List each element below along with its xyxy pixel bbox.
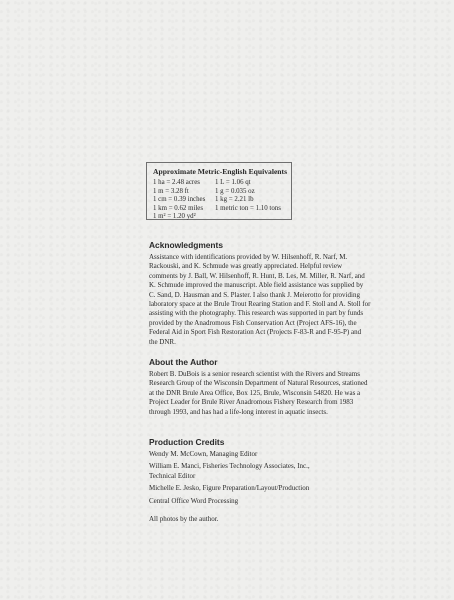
credit-tech-editor-line1: William E. Manci, Fisheries Technology Associates, Inc., <box>149 462 310 471</box>
credits-section <box>149 437 371 524</box>
author-heading: About the Author <box>149 357 218 367</box>
metric-cell: 1 m² = 1.20 yd² <box>153 213 196 221</box>
credit-editor: Wendy M. McCown, Managing Editor <box>149 450 258 458</box>
author-section <box>149 357 371 417</box>
metric-cell: 1 g = 0.035 oz <box>215 187 255 195</box>
author-text: Robert B. DuBois is a senior research scientist with the Rivers and Streams Research Group of the Wisconsin Department of Natural Resources, stationed at the DNR Brule Area Office, Box 125, Brule, Wisconsin 54820. He was a Project Leader for Brule River Anadromous Fishery Research from 1983 through 1993, and has had a life-long interest in aquatic insects. <box>149 370 368 416</box>
credit-photos: All photos by the author. <box>149 515 219 524</box>
metric-cell: 1 m = 3.28 ft <box>153 187 189 195</box>
credit-figures: Michelle E. Jesko, Figure Preparation/Layout/Production <box>149 484 310 493</box>
acknowledgments-heading: Acknowledgments <box>149 240 223 250</box>
metric-equivalents-box <box>146 162 292 220</box>
credits-heading: Production Credits <box>149 437 225 447</box>
metric-cell <box>215 213 295 222</box>
acknowledgments-section <box>149 240 371 347</box>
acknowledgments-text: Assistance with identifications provided by W. Hilsenhoff, R. Narf, M. Rackouski, and K. Schmude was greatly appreciated. Helpful review comments by J. Ball, W. Hilsenhoff, R. Hunt, B. Les, M. Miller, R. Narf, and K. Schmude improved the manuscript. Able field assistance was supplied by C. Sand, D. Hausman and S. Plaster. I also thank J. Meierotto for providing laboratory space at the Brule Trout Rearing Station and F. Stoll and A. Stoll for assisting with the photography. This research was supported in part by funds provided by the Anadromous Fish Conservation Act (Project AFS-16), the Federal Aid in Sport Fish Restoration Act (Projects F-83-R and F-95-P) and the DNR. <box>149 253 371 346</box>
metric-cell: 1 metric ton = 1.10 tons <box>215 204 281 212</box>
credit-tech-editor-line2: Technical Editor <box>149 471 196 480</box>
metric-cell: 1 km = 0.62 miles <box>153 204 204 212</box>
credit-word-processing: Central Office Word Processing <box>149 496 239 505</box>
metric-equivalents-title: Approximate Metric-English Equivalents <box>153 167 288 176</box>
metric-cell: 1 cm = 0.39 inches <box>153 196 206 204</box>
metric-cell: 1 ha = 2.48 acres <box>153 179 200 186</box>
metric-cell: 1 L = 1.06 qt <box>215 179 251 186</box>
metric-equivalents-table <box>153 179 291 222</box>
metric-cell: 1 kg = 2.21 lb <box>215 196 254 204</box>
